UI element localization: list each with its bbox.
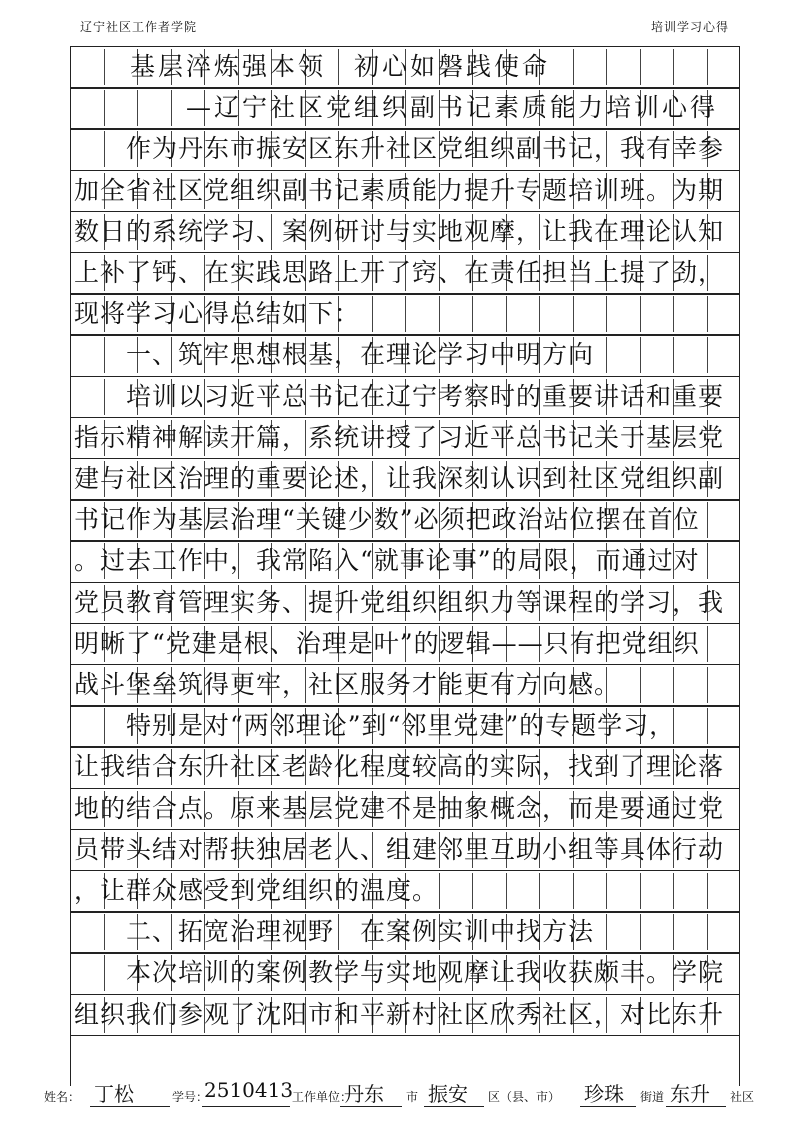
essay-line: 作为丹东市振安区东升社区党组织副书记，我有幸参 xyxy=(74,134,725,164)
city-label: 市 xyxy=(406,1090,419,1104)
grid-rule-line xyxy=(70,252,740,253)
grid-rule-line xyxy=(70,458,740,459)
street-underline xyxy=(580,1106,636,1107)
grid-rule-line xyxy=(70,1035,740,1036)
essay-line: 书记作为基层治理“关键少数”必须把政治站位摆在首位 xyxy=(74,505,700,535)
grid-rule-line xyxy=(70,170,740,171)
essay-line: 特别是对“两邻理论”到“邻里党建”的专题学习， xyxy=(74,711,676,741)
grid-rule-line xyxy=(70,293,740,294)
id-underline xyxy=(202,1106,290,1107)
essay-line: 让我结合东升社区老龄化程度较高的实际，找到了理论落 xyxy=(74,752,725,782)
essay-line: 。过去工作中，我常陷入“就事论事”的局限，而通过对 xyxy=(74,546,700,576)
essay-line: 二、拓宽治理视野 在案例实训中找方法 xyxy=(74,917,595,947)
name-label: 姓名： xyxy=(44,1090,81,1104)
community-underline xyxy=(666,1106,726,1107)
grid-rule-line xyxy=(70,705,740,706)
community-value: 东升 xyxy=(670,1082,710,1106)
grid-rule-line xyxy=(70,46,740,47)
grid-rule-line xyxy=(70,994,740,995)
grid-rule-line xyxy=(70,376,740,377)
grid-rule-line xyxy=(70,870,740,871)
grid-rule-line xyxy=(70,211,740,212)
work-unit-label: 工作单位： xyxy=(292,1090,353,1104)
essay-line: 组织我们参观了沈阳市和平新村社区欣秀社区，对比东升 xyxy=(74,999,725,1029)
footer-info xyxy=(44,1080,764,1110)
city-underline xyxy=(340,1106,402,1107)
grid-rule-line xyxy=(70,746,740,747)
essay-line: 现将学习心得总结如下： xyxy=(74,299,361,329)
essay-line: 党员教育管理实务、提升党组织组织力等课程的学习，我 xyxy=(74,587,725,617)
essay-line: 地的结合点。原来基层党建不是抽象概念，而是要通过党 xyxy=(74,793,725,823)
street-label: 街道 xyxy=(640,1090,665,1104)
grid-rule-line xyxy=(70,128,740,129)
essay-line: ，让群众感受到党组织的温度。 xyxy=(74,876,439,905)
grid-rule-line xyxy=(70,87,740,88)
community-label: 社区 xyxy=(730,1090,755,1104)
grid-rule-line xyxy=(70,582,740,583)
essay-subtitle: —辽宁社区党组织副书记素质能力培训心得 xyxy=(74,93,719,123)
student-id-value: 2510413 xyxy=(204,1078,294,1102)
essay-line: 上补了钙、在实践思路上开了窍、在责任担当上提了劲， xyxy=(74,258,725,287)
essay-line: 指示精神解读开篇，系统讲授了习近平总书记关于基层党 xyxy=(74,422,725,452)
grid-rule-line xyxy=(70,952,740,953)
student-id-label: 学号： xyxy=(172,1090,209,1104)
grid-rule-line xyxy=(70,623,740,624)
city-value: 丹东 xyxy=(344,1082,384,1106)
essay-line: 培训以习近平总书记在辽宁考察时的重要讲话和重要 xyxy=(74,381,725,411)
grid-rule-line xyxy=(70,829,740,830)
grid-rule-line xyxy=(70,540,740,541)
essay-line: 战斗堡垒筑得更牢，社区服务才能更有方向感。 xyxy=(74,670,621,699)
form-title-header: 培训学习心得 xyxy=(650,20,729,34)
essay-line: 数日的系统学习、案例研讨与实地观摩，让我在理论认知 xyxy=(74,216,725,246)
district-label: 区（县、市） xyxy=(488,1090,561,1104)
essay-line: 建与社区治理的重要论述，让我深刻认识到社区党组织副 xyxy=(74,464,725,493)
essay-line: 员带头结对帮扶独居老人、组建邻里互助小组等具体行动 xyxy=(74,834,725,864)
district-value: 振安 xyxy=(428,1082,468,1106)
district-underline xyxy=(424,1106,484,1107)
grid-rule-line xyxy=(70,417,740,418)
essay-line: 本次培训的案例教学与实地观摩让我收获颇丰。学院 xyxy=(74,958,725,988)
grid-rule-line xyxy=(70,664,740,665)
institution-header: 辽宁社区工作者学院 xyxy=(80,20,198,34)
grid-rule-line xyxy=(70,334,740,335)
essay-line: 加全省社区党组织副书记素质能力提升专题培训班。为期 xyxy=(74,175,725,205)
name-underline xyxy=(90,1106,170,1107)
essay-line: 明晰了“党建是根、治理是叶”的逻辑——只有把党组织 xyxy=(74,628,700,658)
grid-rule-line xyxy=(70,499,740,500)
street-value: 珍珠 xyxy=(584,1082,624,1106)
essay-title: 基层淬炼强本领 初心如磐践使命 xyxy=(74,52,551,81)
essay-line: 一、筑牢思想根基，在理论学习中明方向 xyxy=(74,340,595,370)
grid-rule-line xyxy=(70,911,740,912)
grid-rule-line xyxy=(70,788,740,789)
name-value: 丁松 xyxy=(94,1082,134,1106)
